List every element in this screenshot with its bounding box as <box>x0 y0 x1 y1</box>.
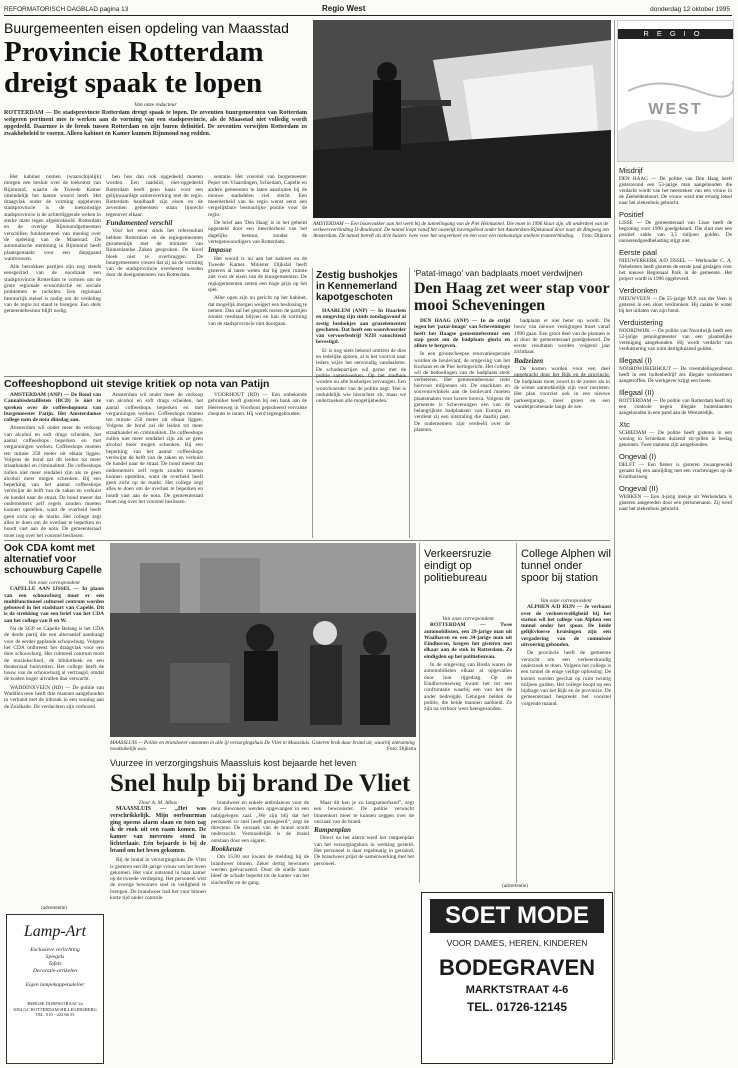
lamp-art-line: Exclusieve verlichting <box>30 947 80 953</box>
column-divider <box>419 543 420 883</box>
alphen-headline: College Alphen wil tunnel onder spoor bij station <box>521 548 611 584</box>
brief-text: ROTTERDAM — De politie van Rotterdam heeft bij een controle negen illegale buitenlanders aangehouden in een pand aan de Westzeedijk. <box>619 398 732 416</box>
soet-mode-title: SOET MODE <box>430 899 604 933</box>
verkeer-lead: ROTTERDAM — Twee automobilisten, een 29-jarige man uit Waalhaven en een 34-jarige man uit Eindhoven, kregen het gisteren met elkaar aan de stok in Rotterdam. Ze eindigden op het politiebureau. <box>424 622 512 660</box>
verkeer-headline: Verkeersruzie eindigt op politiebureau <box>424 548 492 584</box>
lamp-art-line: Decoratie-artikelen <box>32 968 78 974</box>
ad-label: (advertentie) <box>41 906 67 911</box>
tunnel-caption-text: AMSTERDAM — Een bouwvakker aan het werk bij de tunnelingang van de Piet Heintunnel. Die moet in 1996 klaar zijn, dit onderdeel van de verkeersverbinding IJ-Boulevard. De tunnel loopt vanaf het oostelijk havengebied onder het Amsterdam-Rijnkanaal door naar de Ringweg om Amsterdam. De tunnel betreft als drie buizen: twee voor het wegverkeer en één voor een toekomstige snellere tramverbinding. <box>313 221 609 239</box>
main-col-1 <box>4 174 101 374</box>
fire-credit: Foto: Dijkstra <box>387 746 416 752</box>
tunnel-credit: Foto: Dijkstra <box>582 233 611 239</box>
coffeeshop-col-1 <box>4 392 101 538</box>
brief-text: WERKEN — Een 4-jarig meisje uit Werkendam is gisteren aangereden door een personenauto. Zij werd naar het ziekenhuis gebracht. <box>619 494 732 512</box>
main-paragraph: sentatie. Het voorstel van burgemeester Peper om Vlaardingen, Schiedam, Capelle en andere gemeenten te laten aansluiten bij de nieuwe stadsdelen viel slecht. Een meerderheid van de regio wenst eerst een vergelijkbare bestuurlijke positie voor de regio. <box>208 174 307 218</box>
brief-heading: Illegaal (I) <box>619 356 652 365</box>
brief-text: NOORDWIJK — De politie van Noordwijk heeft een 52-jarige penningmeester van een plaatselijke vereniging aangehouden. Hij wordt verdacht van verduistering van ruim dertigduizend gulden. <box>619 328 732 352</box>
main-byline: Van onze redacteur <box>134 102 177 108</box>
main-subhead: Impasse <box>208 246 232 255</box>
cda-headline: Ook CDA komt met alternatief voor schouwburg Capelle <box>4 543 102 576</box>
header-rule <box>4 15 732 16</box>
header-left: REFORMATORISCH DAGBLAD pagina 13 <box>4 6 129 13</box>
vliet-byline: Door A. M. Albus <box>139 800 177 806</box>
patat-lead: DEN HAAG (ANP) — In de strijd tegen het 'patat-imago' van Scheveningen heeft het Haagse gemeentebestuur een stap gezet om de badplaats gloria en allure te hergeven. <box>414 318 510 350</box>
patat-col-2 <box>514 318 610 536</box>
main-paragraph: Het woord is nu aan het kabinet en de Tweede Kamer. Minister Dijkstal heeft gisteren al laten weten dat hij geen ruimte ziet voor de eisen van de buurgemeenten. De regiogemeenten zetten een hoge prijs op het spel. <box>208 255 307 294</box>
patat-body: De kosten worden voor een deel opgebracht door het Rijk en de provincie. De badplaats moet zowel in de zomer als in de winter aantrekkelijk zijn voor toeristen. Het plan voorziet ook in een nieuwe parkeergarage, meer groen en een wandelpromenade langs de zee. <box>514 366 610 410</box>
cda-text: Na de SGP en Capelle Belang is het CDA de derde partij die een alternatief aandraagt voor de eerder geplande schouwburg. Volgens het CDA ontbreekt het draagvlak voor een dure schouwburg. Het cultureel centrum moet de muziekschool, de bibliotheek en een theaterzaal huisvesten. Het college heeft de bouw van de schouwburg al vertraagd, omdat de kosten hoger uitvallen dan verwacht. <box>4 626 104 683</box>
main-paragraph: Voor het eerst sinds het referendum hebben Rotterdam en de regiogemeenten gezamenlijk met de minister van Binnenlandse Zaken gesproken. De kloof bleek niet te overbruggen. De buurgemeenten vrezen dat zij na de vorming van de stadsprovincie overheerst worden door de deelgemeenten van Rotterdam. <box>106 228 203 279</box>
soet-mode-address: MARKTSTRAAT 4-6 <box>465 984 569 996</box>
news-sidebar <box>619 162 732 1062</box>
brief-heading: Ongeval (I) <box>619 452 657 461</box>
fire-caption-text: MAASSLUIS — Politie en brandweer omzomen in alle ijl verzorgingshuis De Vliet in Maassluis. Gisteren brak daar brand uit, waarbij ontruiming noodzakelijk was. <box>110 740 415 752</box>
coffeeshop-lead: AMSTERDAM (ANP) — De Bond van Cannabisdetaillisten (BCD) is niet te spreken over de coffeeshopnota van burgemeester Patijn. Het Amsterdamse college nam de nota dinsdag aan. <box>4 392 101 424</box>
main-paragraph: De brief aan 'Den Haag' is in het geheim opgesteld door een meerderheid van het dagelijks bestuur, zonder de vertegenwoordigers van Rotterdam. <box>208 220 307 245</box>
column-divider <box>312 268 313 538</box>
fire-photo-image <box>110 543 416 737</box>
vliet-text: Bij de brand in verzorgingshuis De Vliet is gisteren een 84-jarige vrouw om het leven gekomen. Het vuur ontstond in haar kamer op de tweede verdieping. Het personeel wist de overige bewoners snel in veiligheid te brengen. De brandweer had het vuur binnen korte tijd onder controle. <box>110 857 206 902</box>
vliet-kicker: Vuurzee in verzorgingshuis Maassluis kost bejaarde het leven <box>110 758 357 768</box>
vliet-subhead: Rampenplan <box>314 826 351 835</box>
cda-sub: WADDINXVEEN (RD) — De politie van Waddinxveen heeft drie mannen aangehouden in verband met de inbraak in een woning aan de Zuidkade. De verdachten zijn verhoord. <box>4 684 104 710</box>
tunnel-photo-image <box>313 20 611 218</box>
lamp-art-address <box>7 1001 103 1018</box>
main-paragraph: Het kabinet nomen (waarschijnlijk) morgen een besluit over de toekomst van Rijnmond, waarin de Tweede Kamer uiteindelijk het laatste woord heeft. Het draagvlak onder de vorming opgeheven stadsprovincie is de toekomstige stadsprovincie is de achterliggende weken in sterke mate tegen afgebrokkeld. Rotterdam en de overige Rijnmondgemeenten verschillen fundamenteel van mening over de opdeling van de Maasstad. De automatische stemming in Rijnmond heeft plaatsgemaakt voor een diepgaand wantrouwen. <box>4 174 101 262</box>
sidebar-divider <box>614 20 615 1060</box>
tunnel-caption <box>313 221 611 265</box>
section-rule <box>4 540 610 541</box>
main-paragraph: ben hoe dan ook opgedeeld moeten worden. Een raadslid, niet-opgedeeld Rotterdam heeft geen basis voor een gelijkwaardige samenwerking met de regio. Rotterdam handhaaft zijn eisen en de zeventien gemeenten staan lijnrecht tegenover elkaar. <box>106 174 203 218</box>
coffeeshop-headline: Coffeeshopbond uit stevige kritiek op nota van Patijn <box>4 378 270 390</box>
vliet-col-2 <box>211 800 309 1062</box>
brief-heading: Eerste paal <box>619 248 657 257</box>
brief-text: NIEUWERKERK A/D IJSSEL — Wethouder C. A. Nebelsteen heeft gisteren de eerste paal geslagen voor het nieuwe Regionaal Park in de gemeente. Het project wordt in 1996 opgeleverd. <box>619 258 732 282</box>
verkeer-text: In de omgeving van Breda waren de automobilisten elkaar al opgevallen door hun rijgedrag. Op de Eindhovenseweg kwam het tot een confrontatie waarbij een van hen de ander bedreigde. Getuigen belden de politie, die beide mannen aanhield. Ze zijn na verhoor weer heengezonden. <box>424 662 512 713</box>
brief-text: NOORDWIJKERHOUT — De vreemdelingendienst heeft in een bollenbedrijf zes illegale werknemers aangetroffen. De werkgever krijgt een boete. <box>619 366 732 384</box>
coffeeshop-body-continued: Amsterdam wil onder meer de verkoop van alcohol en soft drugs scheiden, het aantal coffeeshops beperken en met vergunningen werken. Coffeeshops moeten ten minste 250 meter uit elkaar liggen. Volgens de bond zal dit leiden tot meer straathandel en criminaliteit. De coffeeshops zullen niet meer rendabel zijn als ze geen alcohol meer mogen schenken. Bij een beperking van het aantal coffeeshops verdwijnt de helft van de zaken en verhuist de handel naar de straat. De bond meent dat ondernemers zelf regels zouden moeten kunnen opstellen, want de overheid heeft geen zicht op de markt. Het college zegt alles te doen om de overlast te beperken en houdt vast aan de nota. De gemeenteraad moet nog over het voorstel beslissen. <box>106 392 203 506</box>
main-kicker: Buurgemeenten eisen opdeling van Maasstad <box>4 20 289 36</box>
alphen-byline: Van onze correspondent <box>540 598 592 604</box>
vliet-lead: MAASSLUIS — „Het was verschrikkelijk. Mijn oorbuurman ging opeens alarm slaan en toen zag ik de rook uit een raam komen. De kamer van mevrouw stond in lichterlaaie. Eén bejaarde is bij de brand om het leven gekomen. <box>110 806 206 855</box>
coffeeshop-body: Amsterdam wil onder meer de verkoop van alcohol en soft drugs scheiden, het aantal coffeeshops beperken en met vergunningen werken. Coffeeshops moeten ten minste 250 meter uit elkaar liggen. Volgens de bond zal dit leiden tot meer straathandel en criminaliteit. De coffeeshops zullen niet meer rendabel zijn als ze geen alcohol meer mogen schenken. Bij een beperking van het aantal coffeeshops verdwijnt de helft van de zaken en verhuist de handel naar de straat. De bond meent dat ondernemers zelf regels zouden moeten kunnen opstellen, want de overheid heeft geen zicht op de markt. Het college zegt alles te doen om de overlast te beperken en houdt vast aan de nota. De gemeenteraad moet nog over het voorstel beslissen. <box>4 425 101 538</box>
lamp-art-line <box>7 975 103 982</box>
brief-text: DELFT — Een fietser is gisteren zwaargewond geraakt bij een aanrijding met een vrachtwagen op de Kruithuisweg. <box>619 462 732 480</box>
vliet-subhead: Rookkeuze <box>211 845 243 854</box>
main-headline-line-2: dreigt spaak te lopen <box>4 67 263 99</box>
verkeer-body <box>424 616 512 881</box>
lamp-art-address-2: 3054 GC ROTTERDAM-HILLEGERSBERG <box>13 1006 97 1012</box>
lamp-art-lines <box>7 947 103 989</box>
bushokjes-body <box>316 308 406 536</box>
brief-heading: Verdronken <box>619 286 658 295</box>
vliet-col-3 <box>314 800 414 1062</box>
column-divider <box>516 543 517 883</box>
main-paragraph: Aller ogen zijn nu gericht op het kabinet, dat mogelijk morgen weigert een beslissing te nemen. Dan zal het gesprek tussen de partijen zonder resultaat blijven en kan de vorming van de stadsprovincie niet doorgaan. <box>208 295 307 327</box>
column-divider <box>409 268 410 538</box>
regio-masthead <box>617 20 734 162</box>
vliet-headline: Snel hulp bij brand De Vliet <box>110 770 411 797</box>
alphen-lead: ALPHEN A/D RIJN — Je verbaast over de verkeersveiligheid bij het station wil het college van Alphen een tunnel onder het spoor. De beide gelijkvloerse kruisingen zijn een vergadering van de commissie uitvoering gebonden. <box>521 604 611 649</box>
lamp-art-line: Eigen lampekappenatelier <box>25 982 85 988</box>
brief-text: NIEUWVEEN — De 55-jarige M.P. van der Veen is gisteren in een sloot verdronken. Hij raakte te water bij het uitlaten van zijn hond. <box>619 296 732 314</box>
main-lead: ROTTERDAM — De stadsprovincie Rotterdam dreigt spaak te lopen. De zeventien buurgemeenten van Rotterdam weigeren pertinent mee te werken aan de vorming van een stadsprovincie, als de Maasstad niet volledig wordt opgedeeld. Daarmee is de breuk tussen Rotterdam en zijn buren definitief. De zeventien verwijten Rotterdam zo zwakheheleid te voeren. Alleen kabinet en Kamer kunnen Rijnmond nog redden. <box>4 110 307 137</box>
main-subhead: Fundamenteel verschil <box>106 219 173 228</box>
vliet-text: Maar dit ken je zo langzamerhand”, zegt een bewoonster. De politie verwacht binnenkort meer te kunnen zeggen over de oorzaak van de brand. <box>314 800 414 825</box>
cda-lead: CAPELLE AAN IJSSEL — In plaats van een schouwburg moet er een multifunctioneel cultureel centrum worden gebouwd in het stadshart van Capelle. Dit is de strekking van een brief van het CDA aan het college van B en W. <box>4 586 104 624</box>
soet-mode-tel: TEL. 01726-12145 <box>466 1000 568 1014</box>
soet-mode-town: BODEGRAVEN <box>438 955 596 980</box>
vliet-text: Om 15.00 uur kwam de melding bij de brandweer binnen. Zeker dertig bewoners werden geëvacueerd. Door de snelle inzet bleef de schade beperkt tot de kamer van het slachtoffer en de gang. <box>211 854 309 886</box>
lamp-art-tel: TEL. 010 - 422 66 55 <box>35 1012 75 1017</box>
main-headline-line-1: Provincie Rotterdam <box>4 36 264 68</box>
bushokjes-text: Er is nog niets bekend omtrent de dies en redelijke sporen, al is het voorval naar ieders wijze het eenvoudig vandaalsme. De schadepartijen wil gerne met de politie samenwerken. Op het stadhuis worden nu alle bushokjes vervangen. Een woordvoerder van de politie zegt: 'Het is onduidelijk wie hierachter zit, maar we onderzoeken alle mogelijkheden.' <box>316 347 406 405</box>
soet-mode-ad <box>421 892 613 1064</box>
alphen-body <box>521 598 611 881</box>
masthead-label: REGIO <box>643 29 708 38</box>
vliet-text: brandweer en enkele ambulances voor de deur. Bewoners werden opgevangen in een nabijgelegen zaal. „We zijn blij dat het personeel zo snel heeft gereageerd”, zegt de directeur. De oorzaak van de brand wordt onderzocht. Vermoedelijk is de brand ontstaan door een sigaret. <box>211 800 309 844</box>
alphen-text: De provincie heeft de gemeente verzocht om een verkeerskundig onderzoek te doen. Volgens het college is een tunnel de enige veilige oplossing. De kosten worden geschat op ruim twintig miljoen gulden. Het college hoopt op een bijdrage van het Rijk en de provincie. De gemeenteraad bespreekt het voorstel volgende maand. <box>521 650 611 707</box>
brief-text: SCHIEDAM — De politie heeft gisteren in een woning in Schiedam duizend xtc-pillen in beslag genomen. Twee mannen zijn aangehouden. <box>619 430 732 448</box>
brief-text: DEN HAAG — De politie van Den Haag heeft gisteravond een 53-jarige man aangehouden die verdacht wordt van het neersteken van een vrouw in de Zeeheldenbuurt. De vrouw werd met ernstig letsel naar het ziekenhuis gebracht. <box>619 176 732 206</box>
brief-text: LISSE — De gemeenteraad van Lisse heeft de begroting voor 1996 goedgekeurd. Die sluit met een positief saldo van 3,5 miljoen gulden. De onroerendgoedbelasting stijgt niet. <box>619 220 732 244</box>
vliet-text: Direct na het alarm werd het rampenplan van het verzorgingshuis in werking gesteld. Het personeel is daar regelmatig in getraind. De brandweer prijst de samenwerking met het personeel. <box>314 835 414 867</box>
main-headline <box>4 37 314 99</box>
masthead-art <box>618 21 733 161</box>
lamp-art-line: Spiegels <box>45 954 65 960</box>
header-date: donderdag 12 oktober 1995 <box>650 6 730 13</box>
section-title: Regio West <box>322 4 366 13</box>
cda-byline: Van onze correspondent <box>28 580 80 586</box>
bushokjes-lead: HAARLEM (ANP) — In Haarlem en omgeving zijn sinds zondagavond al zestig bushokjes aan gruzelementen geschoten. Dat heeft een woordvoerder van vervoerbedrijf NZH vanochtend bevestigd. <box>316 308 406 346</box>
main-paragraph: Alle betrokken partijen zijn nog steeds eensgezind van de noodzaak een stadsprovincie Rotterdam te vormen om de grote regionale economische en sociale problemen te tackelen. Een regionaal bestuurlijk stelsel is nodig om de verdeling van de regio tot stand te brengen. Een sterk gemeentebestuur blijft nodig. <box>4 264 101 315</box>
patat-body: badplaats er niet beter op wordt. De bouw van nieuwe vestigingen moet vanaf 1996 gaan. Een groot deel van de plannen is al door de gemeenteraad goedgekeurd. De eerste resultaten worden volgend jaar zichtbaar. <box>514 318 610 356</box>
main-col-2 <box>106 174 203 374</box>
patat-col-1 <box>414 318 510 536</box>
verkeer-byline: Van onze correspondent <box>442 616 494 622</box>
patat-subhead: Badzeizen <box>514 356 544 365</box>
coffeeshop-col-2 <box>106 392 203 538</box>
brief-heading: Ongeval (II) <box>619 484 659 493</box>
brief-heading: Xtc <box>619 420 630 429</box>
brief-heading: Verduistering <box>619 318 663 327</box>
masthead-name: WEST <box>648 101 703 118</box>
brief-heading: Illegaal (II) <box>619 388 655 397</box>
lamp-art-line: Tafels <box>48 961 62 967</box>
lamp-art-address-1: BERGSE DORPSSTRAAT 2a <box>27 1001 83 1006</box>
fire-photo <box>110 543 416 737</box>
bushokjes-headline: Zestig bushokjes in Kennemerland kapotgeschoten <box>316 270 398 303</box>
fire-caption <box>110 740 416 754</box>
soet-mode-sub: VOOR DAMES, HEREN, KINDEREN <box>446 938 588 948</box>
coffeeshop-col-3 <box>208 392 307 538</box>
ad-label: (advertentie) <box>502 884 528 889</box>
brief-heading: Misdrijf <box>619 166 643 175</box>
lamp-art-name: Lamp-Art <box>23 923 87 940</box>
coffeeshop-sub: VOORHOUT (RD) — Een onbekende gebruiker heeft gisteren bij een bank aan de Heerenweg in Voorhout geprobeerd vervalste cheques te innen. Hij werd tegengehouden. <box>208 392 307 417</box>
lamp-art-ad <box>6 914 104 1064</box>
brief-heading: Positief <box>619 210 644 219</box>
main-col-3 <box>208 174 307 374</box>
patat-kicker: 'Patat-imago' van badplaats moet verdwijnen <box>414 268 583 278</box>
patat-headline: Den Haag zet weer stap voor mooi Scheveningen <box>414 280 610 314</box>
patat-body: In een grootscheepse renovatieoperatie worden de boulevard, de omgeving van het Kurhaus en de Pier heringericht. Het college wil de bedoelingen van de badplaats sterk verbeteren. Het gemeentebestuur trekt hiervoor miljoenen uit. De snackbars en souvenirwinkels aan de boulevard moeten plaatsmaken voor luxere horeca. Volgens de gemeente is Scheveningen een van de belangrijkste badplaatsen van Europa en verdient zij een uitstraling die daarbij past. De ondernemers zijn verdeeld over de plannen. <box>414 351 510 434</box>
cda-body <box>4 580 104 902</box>
vliet-col-1 <box>110 800 206 1062</box>
tunnel-photo <box>313 20 611 218</box>
